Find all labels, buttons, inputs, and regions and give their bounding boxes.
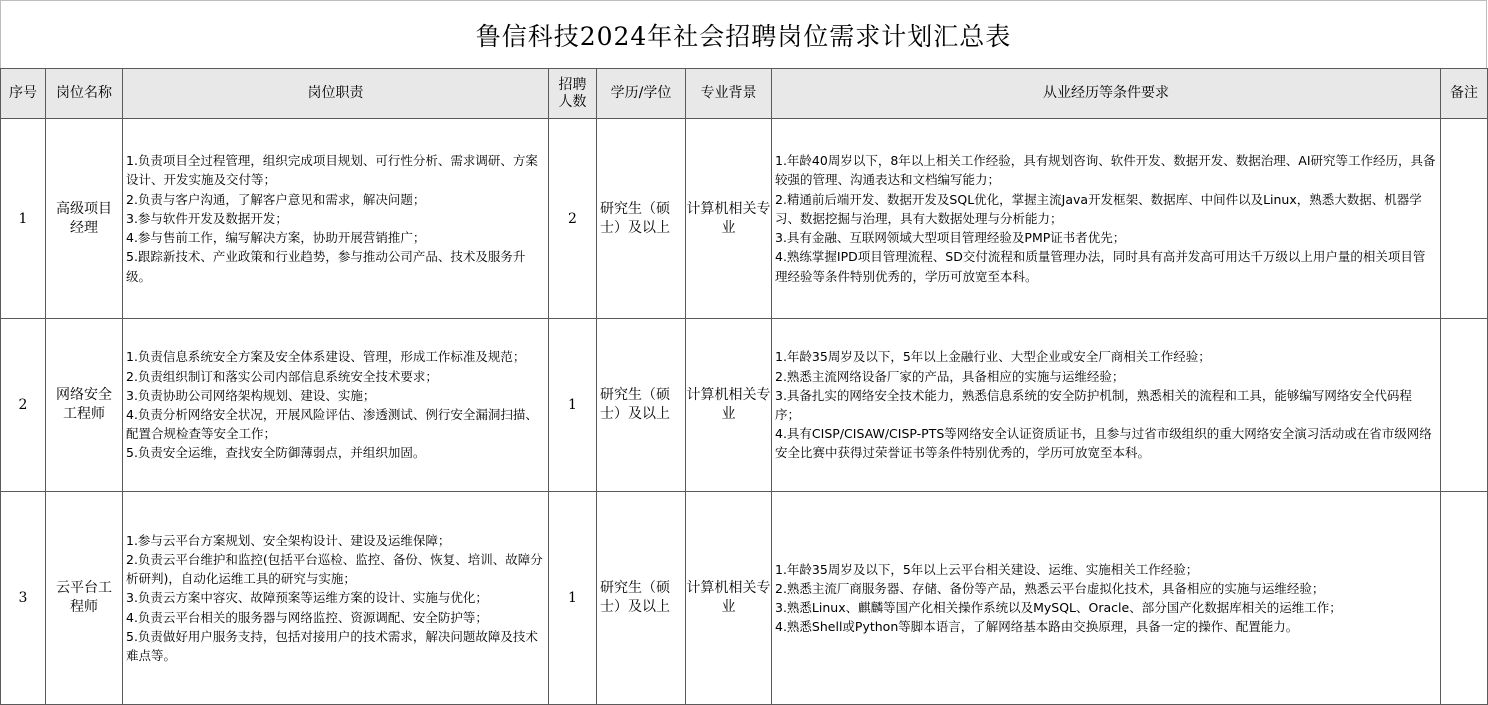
major-text: 计算机相关专业	[686, 387, 771, 422]
header-no[interactable]: 序号	[1, 69, 46, 119]
requirement-line: 1.年龄40周岁以下，8年以上相关工作经验，具有规划咨询、软件开发、数据开发、数据治理、AI研究等工作经历，具备较强的管理、沟通表达和文档编写能力；	[775, 153, 1436, 188]
cell-position[interactable]	[46, 119, 123, 319]
cell-position[interactable]	[46, 492, 123, 705]
header-row	[1, 69, 1488, 119]
position-text: 网络安全工程师	[56, 387, 112, 422]
cell-count[interactable]: 1	[549, 319, 597, 492]
recruitment-table	[0, 68, 1488, 705]
duty-line: 5.负责安全运维，查找安全防御薄弱点，并组织加固。	[126, 445, 426, 461]
duty-line: 1.负责信息系统安全方案及安全体系建设、管理，形成工作标准及规范；	[126, 349, 526, 365]
table-row	[1, 319, 1488, 492]
duty-line: 2.负责与客户沟通，了解客户意见和需求，解决问题；	[126, 191, 426, 207]
cell-requirements[interactable]	[772, 319, 1441, 492]
cell-degree[interactable]: 研究生（硕士）及以上	[597, 492, 686, 705]
cell-major[interactable]	[686, 319, 772, 492]
requirement-line: 3.熟悉Linux、麒麟等国产化相关操作系统以及MySQL、Oracle、部分国产化数据库相关的运维工作；	[775, 600, 1342, 615]
cell-degree[interactable]: 研究生（硕士）及以上	[597, 319, 686, 492]
table-row	[1, 492, 1488, 705]
duty-line: 5.跟踪新技术、产业政策和行业趋势，参与推动公司产品、技术及服务升级。	[126, 249, 526, 284]
requirement-line: 1.年龄35周岁及以下，5年以上云平台相关建设、运维、实施相关工作经验；	[775, 561, 1199, 577]
cell-remarks[interactable]	[1441, 119, 1488, 319]
duty-line: 5.负责做好用户服务支持，包括对接用户的技术需求，解决问题故障及技术难点等。	[126, 628, 538, 663]
requirement-line: 3.具备扎实的网络安全技术能力，熟悉信息系统的安全防护机制，熟悉相关的流程和工具，能够编写网络安全代码程序；	[775, 387, 1412, 422]
major-text: 计算机相关专业	[686, 580, 771, 615]
requirement-line: 4.熟悉Shell或Python等脚本语言，了解网络基本路由交换原理，具备一定的操作、配置能力。	[775, 619, 1299, 635]
duty-line: 3.负责云方案中容灾、故障预案等运维方案的设计、实施与优化；	[126, 590, 488, 606]
cell-duties[interactable]	[123, 319, 549, 492]
requirement-line: 4.具有CISP/CISAW/CISP-PTS等网络安全认证资质证书，且参与过省市级组织的重大网络安全演习活动或在省市级网络安全比赛中获得过荣誉证书等条件特别优秀的，学历可放宽至本科。	[775, 426, 1432, 461]
position-text: 高级项目经理	[56, 200, 112, 236]
cell-major[interactable]	[686, 492, 772, 705]
cell-position[interactable]	[46, 319, 123, 492]
duty-line: 3.参与软件开发及数据开发；	[126, 210, 288, 226]
header-duties[interactable]: 岗位职责	[123, 69, 549, 119]
header-count[interactable]	[549, 69, 597, 119]
duty-line: 3.负责协助公司网络架构规划、建设、实施；	[126, 387, 376, 403]
cell-no[interactable]: 3	[1, 492, 46, 705]
cell-major[interactable]	[686, 119, 772, 319]
duty-line: 2.负责组织制订和落实公司内部信息系统安全技术要求；	[126, 368, 438, 384]
header-major[interactable]: 专业背景	[686, 69, 772, 119]
cell-count[interactable]: 2	[549, 119, 597, 319]
cell-duties[interactable]	[123, 119, 549, 319]
major-text: 计算机相关专业	[686, 200, 771, 236]
header-remarks[interactable]: 备注	[1441, 69, 1488, 119]
cell-remarks[interactable]	[1441, 319, 1488, 492]
header-position[interactable]: 岗位名称	[46, 69, 123, 119]
cell-remarks[interactable]	[1441, 492, 1488, 705]
cell-no[interactable]: 2	[1, 319, 46, 492]
duty-line: 4.参与售前工作，编写解决方案，协助开展营销推广；	[126, 230, 426, 246]
position-text: 云平台工程师	[56, 580, 112, 615]
requirement-line: 3.具有金融、互联网领域大型项目管理经验及PMP证书者优先；	[775, 230, 1126, 246]
cell-degree[interactable]: 研究生（硕士）及以上	[597, 119, 686, 319]
cell-count[interactable]: 1	[549, 492, 597, 705]
header-requirements[interactable]: 从业经历等条件要求	[772, 69, 1441, 119]
duty-line: 4.负责云平台相关的服务器与网络监控、资源调配、安全防护等；	[126, 609, 488, 625]
requirement-line: 2.熟悉主流厂商服务器、存储、备份等产品，熟悉云平台虚拟化技术，具备相应的实施与运维经验；	[775, 580, 1325, 596]
requirement-line: 1.年龄35周岁及以下，5年以上金融行业、大型企业或安全厂商相关工作经验；	[775, 349, 1211, 365]
duty-line: 2.负责云平台维护和监控(包括平台巡检、监控、备份、恢复、培训、故障分析研判)，自动化运维工具的研究与实施；	[126, 551, 543, 587]
requirement-line: 2.熟悉主流网络设备厂家的产品，具备相应的实施与运维经验；	[775, 368, 1125, 384]
header-count-label: 招聘人数	[558, 76, 587, 110]
page-title: 鲁信科技2024年社会招聘岗位需求计划汇总表	[0, 0, 1487, 68]
table-row	[1, 119, 1488, 319]
duty-line: 1.参与云平台方案规划、安全架构设计、建设及运维保障；	[126, 532, 451, 548]
cell-no[interactable]: 1	[1, 119, 46, 319]
requirement-line: 4.熟练掌握IPD项目管理流程、SD交付流程和质量管理办法，同时具有高并发高可用达千万级以上用户量的相关项目管理经验等条件特别优秀的，学历可放宽至本科。	[775, 249, 1426, 284]
duty-line: 4.负责分析网络安全状况，开展风险评估、渗透测试、例行安全漏洞扫描、配置合规检查等安全工作；	[126, 407, 538, 442]
cell-requirements[interactable]	[772, 492, 1441, 705]
cell-duties[interactable]	[123, 492, 549, 705]
duty-line: 1.负责项目全过程管理，组织完成项目规划、可行性分析、需求调研、方案设计、开发实施及交付等；	[126, 153, 538, 188]
requirement-line: 2.精通前后端开发、数据开发及SQL优化，掌握主流Java开发框架、数据库、中间件以及Linux，熟悉大数据、机器学习、数据挖掘与治理，具有大数据处理与分析能力；	[775, 191, 1422, 226]
header-degree[interactable]: 学历/学位	[597, 69, 686, 119]
cell-requirements[interactable]	[772, 119, 1441, 319]
